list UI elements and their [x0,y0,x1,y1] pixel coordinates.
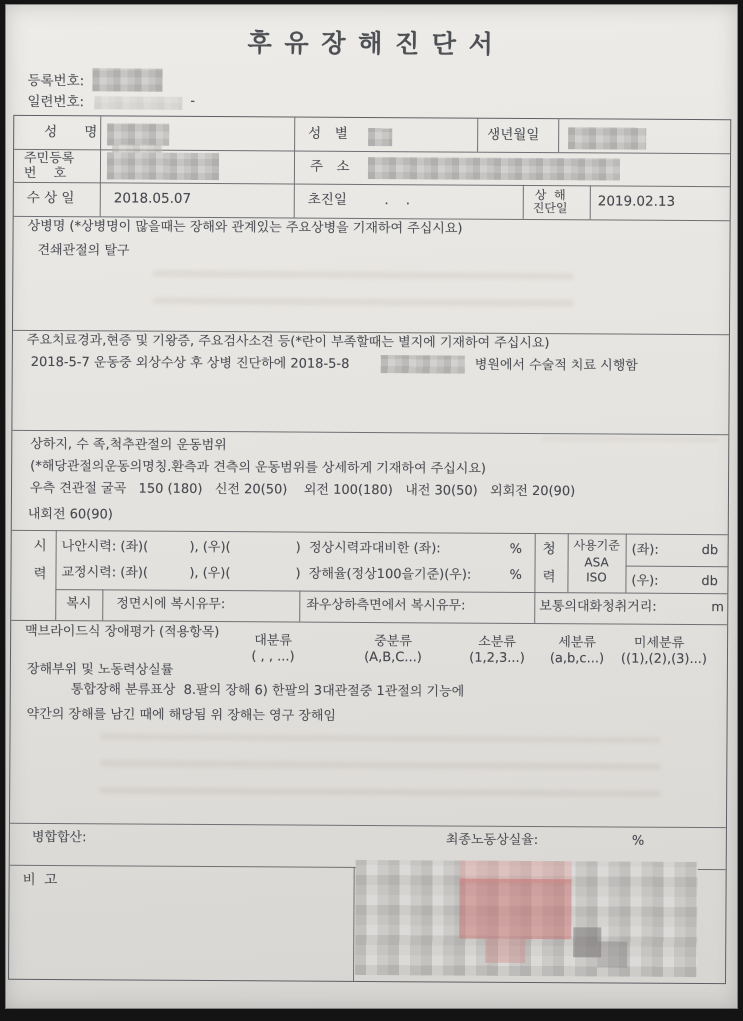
front-diplopia-label: 정면시에 복시유무: [116,596,226,613]
naked-vision-percent: % [509,541,523,557]
disability-rate-label: ) 장해율(정상100을기준)(우): [295,566,472,583]
redacted-serial-number [94,96,182,110]
conversation-distance-label: 보통의대화청취거리: [539,599,657,615]
mcbride-code-major: ( , , ...) [251,649,295,665]
serial-number-label: 일련번호: [27,93,85,111]
name-label: 성 명 [44,124,98,141]
redacted-name [107,123,169,145]
disease-name-value: 견쇄관절의 탈구 [37,242,130,259]
mcbride-category-major: 대분류 [254,633,292,649]
corrected-vision-label: 교정시력: (좌)( ), (우)( [61,565,231,582]
ink-bleed-through [542,437,718,454]
rom-measurements-line2: 내회전 60(90) [27,506,113,523]
grid-line [477,119,478,152]
hearing-left-unit: db [701,543,719,559]
injury-date-label: 수 상 일 [26,189,75,207]
resident-number-label-line2: 번 호 [23,165,67,182]
first-visit-label: 초진일 [307,191,347,208]
naked-vision-comparison-label: ) 정상시력과대비한 (좌): [295,540,441,557]
vision-column-label-2: 력 [33,565,47,583]
mcbride-header: 맥브라이드식 장애평가 (적용항목) [25,623,220,641]
mcbride-category-micro: 미세분류 [633,635,685,651]
rom-measurements-line1: 우측 견관절 굴곡 150 (180) 신전 20(50) 외전 100(180) 내전 30(50) 외회전 20(90) [29,480,576,500]
mcbride-code-minor: (1,2,3...) [469,650,525,666]
conversation-distance-unit: m [711,600,725,616]
ink-bleed-through [100,734,660,809]
mcbride-category-sub: 세분류 [558,635,596,651]
form-table [8,115,731,984]
grid-line [626,566,728,568]
document-title: 후 유 장 해 진 단 서 [247,28,495,59]
mcbride-category-minor: 소분류 [478,634,516,650]
side-diplopia-label: 좌우상하측면에서 복시유무: [306,597,466,614]
grid-line [625,534,626,593]
mcbride-code-micro: ((1),(2),(3)...) [620,651,708,668]
vision-column-label-1: 시 [33,537,47,555]
naked-vision-label: 나안시력: (좌)( ), (우)( [61,539,231,556]
hearing-standard-asa: ASA [584,555,609,570]
grid-line [55,589,727,594]
grid-line [102,589,103,620]
rom-subheader: (*해당관절의운동의명칭.환측과 견측의 운동범위를 상세하게 기재하여 주십시요) [30,458,487,477]
hearing-column-label-2: 력 [542,569,556,586]
hearing-standard-iso: ISO [586,570,607,585]
injury-diagnosis-label-line2: 진단일 [532,200,568,216]
registration-number-label: 등록번호: [27,72,85,90]
grid-line [12,430,728,435]
hearing-left-label: (좌): [631,542,659,558]
hearing-right-unit: db [701,574,719,590]
redacted-registration-number [92,68,162,91]
rom-header: 상하지, 수 족,척추관절의 운동범위 [30,436,227,454]
redacted-gender [368,128,392,146]
disability-finding-line2: 약간의 장해를 남긴 때에 해당됨 위 장해는 영구 장해임 [26,706,337,724]
treatment-text-before: 2018-5-7 운동중 외상수상 후 상병 진단하에 2018-5-8 [30,354,350,372]
remarks-label: 비 고 [22,871,58,889]
grid-line [299,591,300,622]
grid-line [523,185,524,219]
dark-ink-patch [597,941,627,967]
mcbride-code-sub: (a,b,c...) [549,651,605,667]
address-label: 주 소 [309,158,350,175]
doctor-seal-stamp-redacted [459,879,571,940]
ink-bleed-through [153,255,573,320]
grid-line [100,116,102,216]
resident-number-label-line1: 주민등록 [23,150,75,167]
grid-line [558,119,559,152]
treatment-text-after: 병원에서 수술적 치료 시행함 [474,357,638,374]
first-visit-value: . . [375,192,411,209]
mcbride-code-middle: (A,B,C...) [364,649,422,666]
treatment-header: 주요치료경과,현증 및 기왕증, 주요검사소견 등(*란이 부족할때는 별지에 기재하여 주십시요) [26,332,550,352]
grid-line [14,182,730,187]
grid-line [294,118,296,218]
birth-date-label: 생년월일 [487,126,540,144]
hearing-right-label: (우): [631,573,659,589]
redacted-doctor-signature-area [355,860,698,977]
combined-sum-label: 병합합산: [31,829,87,846]
grid-line [10,823,726,828]
redacted-address [368,157,620,181]
grid-line [534,533,536,623]
injury-diagnosis-label-line1: 상 해 [534,188,566,203]
hearing-column-label-1: 청 [542,541,556,558]
mcbride-category-middle: 중분류 [374,634,412,650]
final-labor-loss-label: 최종노동상실율: [445,832,539,849]
serial-number-dash: - [190,93,196,109]
gender-label: 성 별 [308,125,348,142]
disability-rate-percent: % [509,567,522,583]
redacted-birth-date [568,127,646,149]
final-labor-loss-percent: % [631,833,645,849]
redacted-hospital-name [381,355,465,374]
injury-date-value: 2018.05.07 [113,190,192,207]
disease-name-header: 상병명 (*상병명이 많을때는 장해와 관계있는 주요상병을 기재하여 주십시요) [27,218,463,237]
grid-line [590,185,591,219]
hearing-standard-label: 사용기준 [573,538,620,553]
disability-part-label: 장해부위 및 노동력상실률 [26,661,174,678]
diplopia-label: 복시 [66,596,92,612]
grid-line [12,530,728,535]
injury-diagnosis-date: 2019.02.13 [597,193,676,210]
disability-finding-line1: 통합장해 분류표상 8.팔의 장해 6) 한팔의 3대관절중 1관절의 기능에 [70,682,465,700]
redacted-resident-number [107,152,219,180]
stamp-red-lower-patch [485,939,525,963]
